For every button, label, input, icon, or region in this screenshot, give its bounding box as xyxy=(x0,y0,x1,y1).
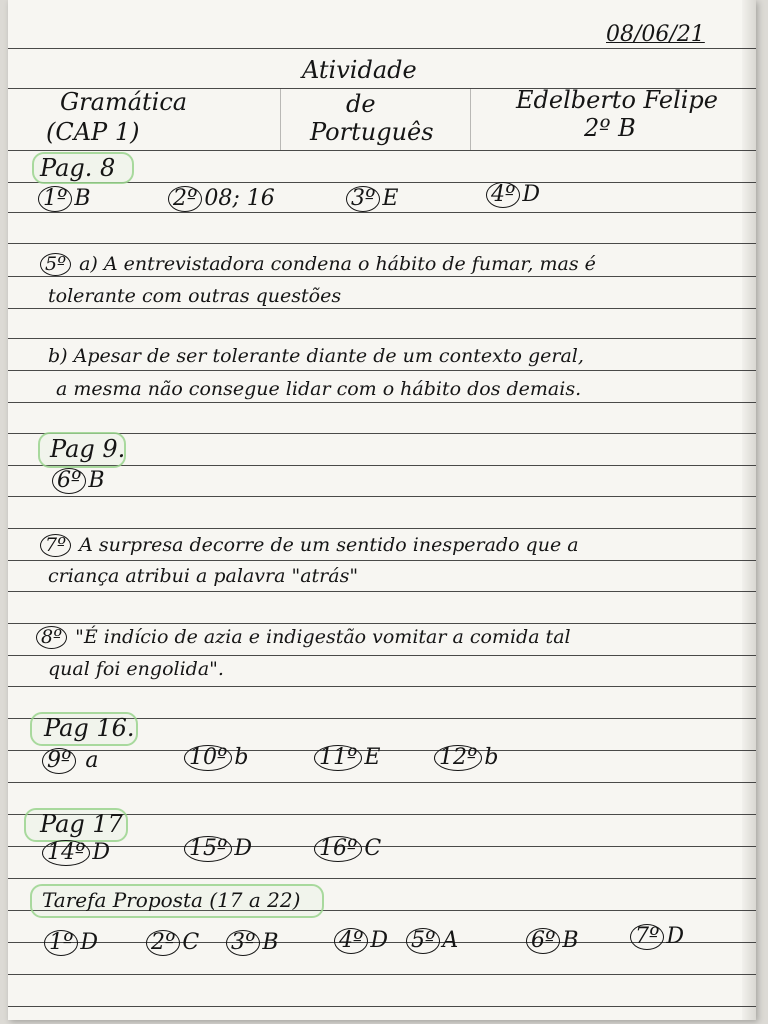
activity-subject: Português xyxy=(310,118,434,146)
page-edge xyxy=(742,0,756,1020)
tarefa-answer-5-value: A xyxy=(442,928,459,953)
answer-1 xyxy=(38,186,91,212)
answer-9-value: a xyxy=(85,748,99,773)
answer-16-value: C xyxy=(364,836,382,861)
student-name: Edelberto Felipe xyxy=(516,86,718,114)
ruled-line xyxy=(8,591,756,592)
answer-10 xyxy=(184,745,248,771)
answer-2-value: 08; 16 xyxy=(204,186,275,211)
tarefa-answer-6-value: B xyxy=(562,928,579,953)
question-number-2: 2º xyxy=(168,186,202,212)
ruled-line xyxy=(8,528,756,529)
answer-14 xyxy=(42,840,110,866)
date-text: 08/06/21 xyxy=(606,22,705,47)
tarefa-question-7: 7º xyxy=(630,924,664,950)
tarefa-answer-6 xyxy=(526,928,579,954)
question-number-1: 1º xyxy=(38,186,72,212)
answer-12 xyxy=(434,745,498,771)
question-number-6: 6º xyxy=(52,468,86,494)
answer-5a-line-1 xyxy=(40,253,596,276)
answer-14-value: D xyxy=(92,840,110,865)
answer-7-text-1: A surpresa decorre de um sentido inesperado que a xyxy=(79,534,579,556)
question-number-3: 3º xyxy=(346,186,380,212)
ruled-line xyxy=(8,243,756,244)
header-divider xyxy=(470,88,471,150)
tarefa-answer-2-value: C xyxy=(182,930,200,955)
tarefa-question-1: 1º xyxy=(44,930,78,956)
question-number-5: 5º xyxy=(40,253,71,276)
question-number-15: 15º xyxy=(184,836,232,862)
tarefa-answer-4-value: D xyxy=(370,928,388,953)
answer-8-line-1 xyxy=(36,626,571,649)
section-label-page-9: Pag 9. xyxy=(50,435,126,463)
answer-5a-line-2: tolerante com outras questões xyxy=(48,285,342,307)
answer-6-value: B xyxy=(88,468,105,493)
tarefa-answer-7-value: D xyxy=(666,924,684,949)
question-number-16: 16º xyxy=(314,836,362,862)
tarefa-answer-1 xyxy=(44,930,98,956)
section-label-page-16: Pag 16. xyxy=(44,714,135,742)
answer-3 xyxy=(346,186,398,212)
section-label-page-17: Pag 17 xyxy=(40,810,123,838)
ruled-line xyxy=(8,560,756,561)
question-number-8: 8º xyxy=(36,626,67,649)
header-divider xyxy=(280,88,281,150)
tarefa-question-2: 2º xyxy=(146,930,180,956)
answer-16 xyxy=(314,836,381,862)
answer-1-value: B xyxy=(74,186,91,211)
ruled-line xyxy=(8,338,756,339)
ruled-line xyxy=(8,150,756,151)
ruled-line xyxy=(8,623,756,624)
ruled-line xyxy=(8,846,756,847)
section-label-page-8: Pag. 8 xyxy=(40,154,116,182)
question-number-9: 9º xyxy=(42,748,76,774)
answer-4 xyxy=(486,182,540,208)
student-class: 2º B xyxy=(584,114,636,142)
activity-title-de: de xyxy=(346,90,376,118)
tarefa-question-6: 6º xyxy=(526,928,560,954)
answer-9 xyxy=(42,748,98,774)
ruled-line xyxy=(8,276,756,277)
notebook-page xyxy=(8,0,756,1020)
answer-3-value: E xyxy=(382,186,399,211)
tarefa-answer-7 xyxy=(630,924,684,950)
section-label-tarefa: Tarefa Proposta (17 a 22) xyxy=(42,888,301,912)
answer-15-value: D xyxy=(234,836,252,861)
answer-15 xyxy=(184,836,252,862)
answer-2 xyxy=(168,186,275,212)
ruled-line xyxy=(8,212,756,213)
answer-10-value: b xyxy=(234,745,249,770)
tarefa-answer-3 xyxy=(226,930,279,956)
question-number-7: 7º xyxy=(40,534,71,557)
question-number-11: 11º xyxy=(314,745,362,771)
ruled-line xyxy=(8,1006,756,1007)
tarefa-answer-5 xyxy=(406,928,458,954)
answer-5a-text-1: a) A entrevistadora condena o hábito de fumar, mas é xyxy=(79,253,596,275)
answer-5b-line-1: b) Apesar de ser tolerante diante de um contexto geral, xyxy=(48,345,584,367)
question-number-4: 4º xyxy=(486,182,520,208)
chapter-label: (CAP 1) xyxy=(46,118,140,146)
tarefa-answer-4 xyxy=(334,928,388,954)
ruled-line xyxy=(8,402,756,403)
ruled-line xyxy=(8,496,756,497)
ruled-line xyxy=(8,370,756,371)
answer-5b-line-2: a mesma não consegue lidar com o hábito dos demais. xyxy=(56,378,582,400)
ruled-line xyxy=(8,655,756,656)
tarefa-question-3: 3º xyxy=(226,930,260,956)
question-number-14: 14º xyxy=(42,840,90,866)
answer-8-line-2: qual foi engolida". xyxy=(48,658,224,680)
ruled-line xyxy=(8,878,756,879)
tarefa-answer-2 xyxy=(146,930,199,956)
ruled-line xyxy=(8,782,756,783)
tarefa-question-5: 5º xyxy=(406,928,440,954)
answer-7-line-1 xyxy=(40,534,579,557)
tarefa-question-4: 4º xyxy=(334,928,368,954)
ruled-line xyxy=(8,750,756,751)
answer-8-text-1: "É indício de azia e indigestão vomitar a comida tal xyxy=(75,626,571,648)
answer-4-value: D xyxy=(522,182,540,207)
ruled-line xyxy=(8,308,756,309)
tarefa-answer-1-value: D xyxy=(80,930,98,955)
question-number-10: 10º xyxy=(184,745,232,771)
ruled-line xyxy=(8,974,756,975)
answer-11 xyxy=(314,745,380,771)
answer-11-value: E xyxy=(364,745,381,770)
ruled-line xyxy=(8,686,756,687)
question-number-12: 12º xyxy=(434,745,482,771)
ruled-line xyxy=(8,48,756,49)
answer-7-line-2: criança atribui a palavra "atrás" xyxy=(48,565,359,587)
answer-12-value: b xyxy=(484,745,499,770)
subject-grammar: Gramática xyxy=(60,88,188,116)
activity-title: Atividade xyxy=(302,56,417,84)
answer-6 xyxy=(52,468,105,494)
tarefa-answer-3-value: B xyxy=(262,930,279,955)
